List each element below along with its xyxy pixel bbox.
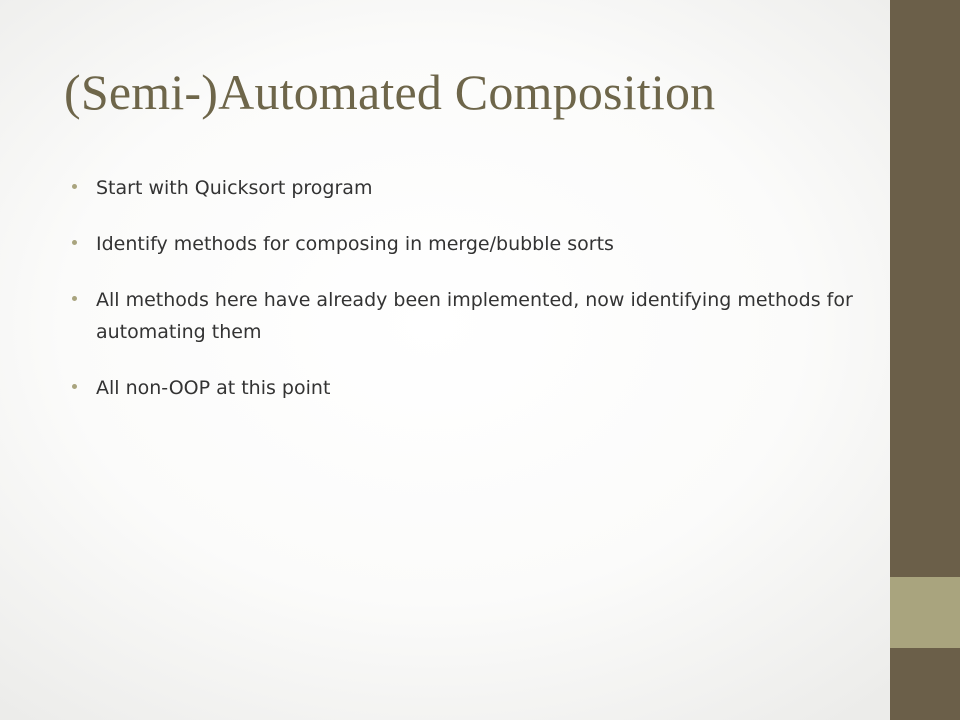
bullet-text: All non-OOP at this point bbox=[96, 377, 331, 399]
bullet-dot-icon bbox=[72, 240, 77, 245]
bullet-list bbox=[72, 172, 872, 428]
sidebar-accent-block bbox=[890, 577, 960, 648]
bullet-text: All methods here have already been implemented, now identifying methods for automating them bbox=[96, 289, 853, 343]
bullet-item bbox=[72, 284, 872, 348]
bullet-item bbox=[72, 172, 872, 204]
bullet-item bbox=[72, 228, 872, 260]
bullet-text: Identify methods for composing in merge/bubble sorts bbox=[96, 233, 614, 255]
bullet-item bbox=[72, 372, 872, 404]
bullet-text: Start with Quicksort program bbox=[96, 177, 373, 199]
bullet-dot-icon bbox=[72, 296, 77, 301]
slide-title: (Semi-)Automated Composition bbox=[64, 64, 716, 120]
bullet-dot-icon bbox=[72, 184, 77, 189]
bullet-dot-icon bbox=[72, 384, 77, 389]
